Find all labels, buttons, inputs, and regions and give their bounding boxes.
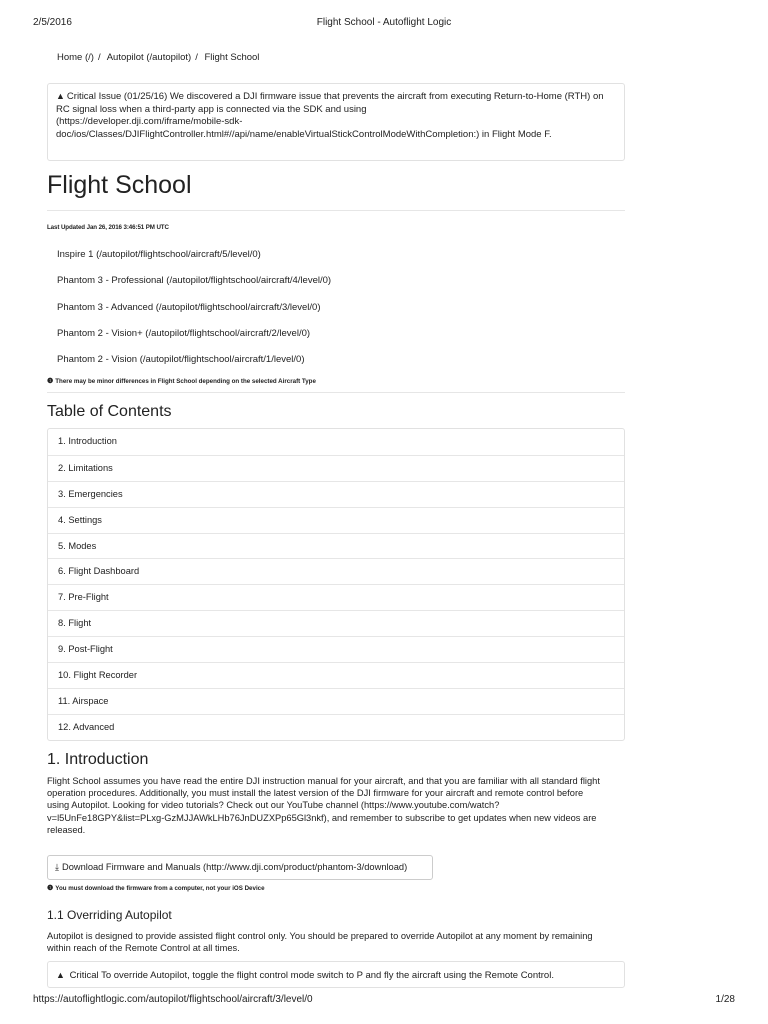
alert-line: doc/ios/Classes/DJIFlightController.html#//api/name/enableVirtualStickControlModeWithCompletion:) in Flight Mode F.	[56, 128, 552, 140]
paragraph-line: released.	[47, 824, 86, 835]
download-note-text: You must download the firmware from a computer, not your iOS Device	[55, 885, 265, 892]
aircraft-note-text: There may be minor differences in Flight School depending on the selected Aircraft Type	[55, 378, 316, 385]
alert-link-line[interactable]: (https://developer.dji.com/iframe/mobile-sdk-	[56, 116, 243, 127]
aircraft-list	[57, 249, 331, 380]
toc-item-settings[interactable]: 4. Settings	[48, 507, 624, 533]
toc-item-post-flight[interactable]: 9. Post-Flight	[48, 636, 624, 662]
alert-line	[56, 90, 616, 104]
override-critical-alert	[47, 961, 625, 988]
paragraph-line: Autopilot is designed to provide assisted flight control only. You should be prepared to override Autopilot at any moment by remaining	[47, 931, 593, 941]
breadcrumb-home-link[interactable]: Home (/)	[57, 52, 94, 63]
critical-issue-alert	[47, 83, 625, 161]
youtube-link-line[interactable]: using Autopilot. Looking for video tutorials? Check out our YouTube channel (https://www.youtube.com/watch?	[47, 800, 500, 811]
info-icon: ❶	[47, 378, 54, 385]
aircraft-link-inspire-1[interactable]: Inspire 1 (/autopilot/flightschool/aircraft/5/level/0)	[57, 249, 261, 260]
table-of-contents	[47, 428, 625, 741]
page-title: Flight School	[47, 171, 192, 199]
warning-icon: ▲	[56, 970, 65, 980]
alert-label: Critical	[69, 970, 99, 981]
download-button-label: Download Firmware and Manuals (http://www.dji.com/product/phantom-3/download)	[61, 862, 408, 872]
breadcrumb-separator: /	[195, 52, 198, 63]
toc-item-flight[interactable]: 8. Flight	[48, 610, 624, 636]
overriding-autopilot-heading: 1.1 Overriding Autopilot	[47, 908, 172, 922]
youtube-link-line[interactable]: v=l5UnFe18GPY&list=PLxg-GzMJJAWkLHb76JnDUZXPp65Gl3nkf), and remember to subscribe to get updates when new videos are	[47, 812, 597, 823]
paragraph-line: within reach of the Remote Control at all times.	[47, 943, 240, 954]
toc-heading: Table of Contents	[47, 403, 172, 420]
toc-item-flight-recorder[interactable]: 10. Flight Recorder	[48, 662, 624, 688]
toc-item-airspace[interactable]: 11. Airspace	[48, 688, 624, 714]
download-firmware-button[interactable]	[47, 855, 433, 880]
breadcrumb-separator: /	[97, 52, 101, 63]
paragraph-line: operation procedures. Additionally, you must install the latest version of the DJI firmware for your aircraft and remote control before	[47, 788, 584, 799]
alert-text: Critical Issue (01/25/16) We discovered a DJI firmware issue that prevents the aircraft from executing Return-to-Home (RTH) on	[66, 91, 604, 102]
breadcrumb	[57, 52, 259, 63]
info-icon: ❶	[47, 885, 54, 892]
print-header	[33, 17, 735, 31]
print-footer	[33, 994, 735, 1008]
print-title: Flight School - Autoflight Logic	[316, 17, 452, 28]
last-updated: Last Updated Jan 26, 2016 3:46:51 PM UTC	[47, 224, 169, 231]
breadcrumb-current: Flight School	[204, 52, 260, 63]
aircraft-link-phantom-3-advanced[interactable]: Phantom 3 - Advanced (/autopilot/flightschool/aircraft/3/level/0)	[57, 301, 321, 313]
toc-item-introduction[interactable]: 1. Introduction	[58, 436, 117, 446]
overriding-autopilot-paragraph	[47, 930, 625, 954]
page-number: 1/28	[715, 994, 735, 1005]
warning-icon: ▲	[56, 91, 65, 101]
download-icon: ⤓	[55, 862, 59, 872]
toc-item-flight-dashboard[interactable]: 6. Flight Dashboard	[48, 558, 624, 584]
print-url: https://autoflightlogic.com/autopilot/flightschool/aircraft/3/level/0	[33, 994, 313, 1005]
toc-item-modes[interactable]: 5. Modes	[48, 533, 624, 559]
introduction-heading: 1. Introduction	[47, 751, 149, 768]
breadcrumb-autopilot-link[interactable]: Autopilot (/autopilot)	[106, 52, 192, 63]
toc-item-advanced[interactable]: 12. Advanced	[48, 714, 624, 740]
paragraph-line: Flight School assumes you have read the entire DJI instruction manual for your aircraft, and that you are familiar with all standard flight	[47, 776, 600, 786]
introduction-paragraph	[47, 775, 625, 836]
divider	[47, 210, 625, 211]
download-note	[47, 884, 265, 892]
alert-line: RC signal loss when a third-party app is connected via the SDK and using	[56, 103, 367, 115]
aircraft-link-phantom-2-vision[interactable]: Phantom 2 - Vision (/autopilot/flightschool/aircraft/1/level/0)	[57, 354, 305, 366]
toc-item-emergencies[interactable]: 3. Emergencies	[48, 481, 624, 507]
divider	[47, 392, 625, 393]
toc-item-limitations[interactable]: 2. Limitations	[48, 455, 624, 481]
aircraft-note	[47, 377, 316, 385]
alert-text: To override Autopilot, toggle the flight control mode switch to P and fly the aircraft using the Remote Control.	[101, 970, 554, 981]
aircraft-link-phantom-2-vision-plus[interactable]: Phantom 2 - Vision+ (/autopilot/flightschool/aircraft/2/level/0)	[57, 327, 311, 339]
print-date: 2/5/2016	[33, 17, 72, 28]
toc-item-pre-flight[interactable]: 7. Pre-Flight	[48, 584, 624, 610]
aircraft-link-phantom-3-professional[interactable]: Phantom 3 - Professional (/autopilot/flightschool/aircraft/4/level/0)	[57, 275, 332, 287]
